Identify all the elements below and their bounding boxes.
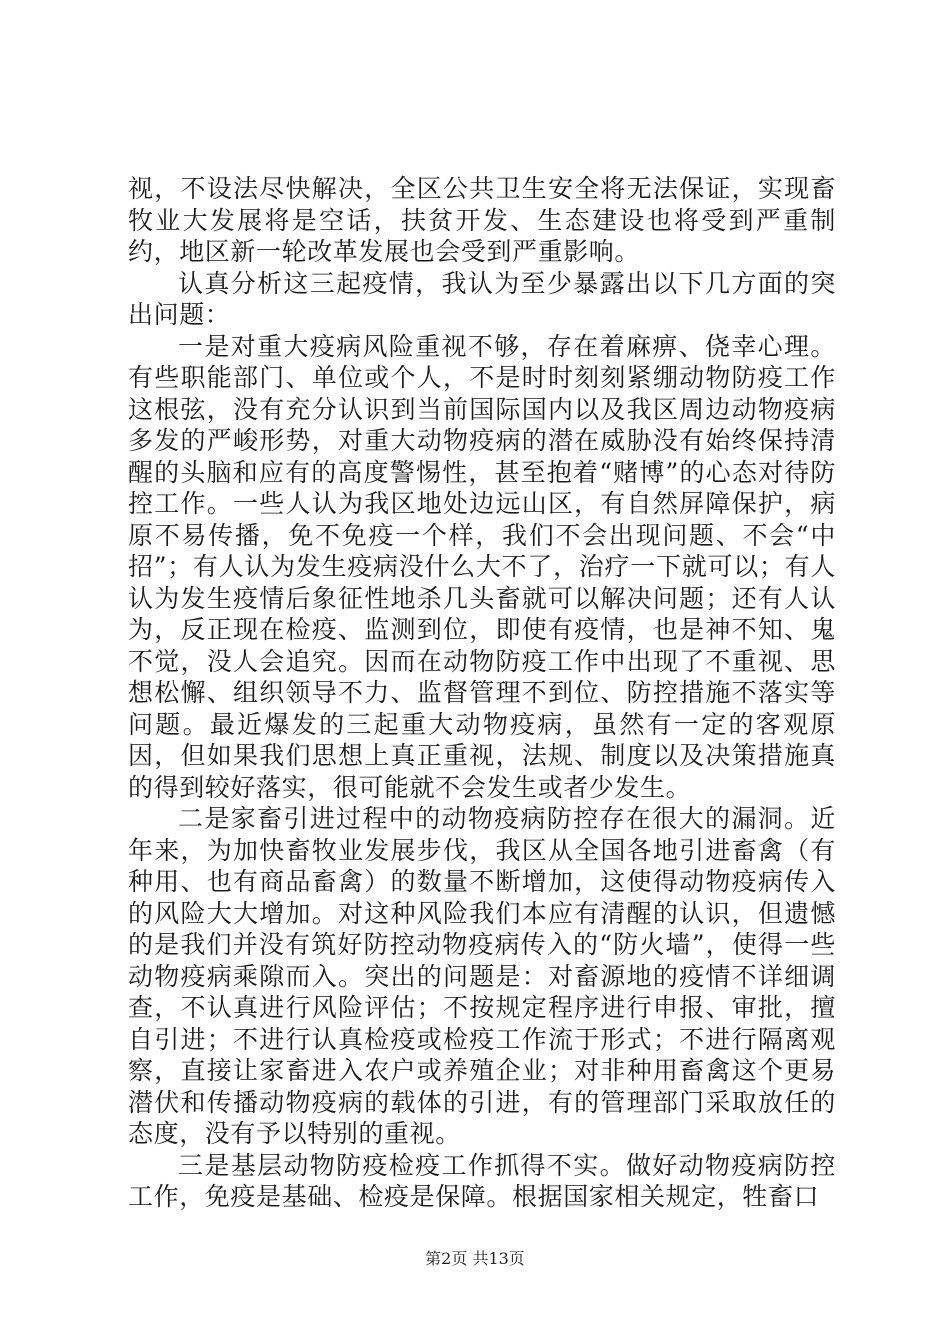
paragraph-3: 一是对重大疫病风险重视不够，存在着麻痹、侥幸心理。有些职能部门、单位或个人，不是时时刻刻紧绷动物防疫工作这根弦，没有充分认识到当前国际国内以及我区周边动物疫病多发的严峻形势，对重大动物疫病的潜在威胁没有始终保持清醒的头脑和应有的高度警惕性，甚至抱着“赌博”的心态对待防控工作。一些人认为我区地处边远山区，有自然屏障保护，病原不易传播，免不免疫一个样，我们不会出现问题、不会“中招”；有人认为发生疫病没什么大不了，治疗一下就可以；有人认为发生疫情后象征性地杀几头畜就可以解决问题；还有人认为，反正现在检疫、监测到位，即使有疫情，也是神不知、鬼不觉，没人会追究。因而在动物防疫工作中出现了不重视、思想松懈、组织领导不力、监督管理不到位、防控措施不落实等问题。最近爆发的三起重大动物疫病，虽然有一定的客观原因，但如果我们思想上真正重视，法规、制度以及决策措施真的得到较好落实，很可能就不会发生或者少发生。 — [128, 331, 836, 802]
paragraph-5: 三是基层动物防疫检疫工作抓得不实。做好动物疫病防控工作，免疫是基础、检疫是保障。根据国家相关规定，牲畜口 — [128, 1150, 836, 1211]
paragraph-4: 二是家畜引进过程中的动物疫病防控存在很大的漏洞。近年来，为加快畜牧业发展步伐，我区从全国各地引进畜禽（有种用、也有商品畜禽）的数量不断增加，这使得动物疫病传入的风险大大增加。对这种风险我们本应有清醒的认识，但遗憾的是我们并没有筑好防控动物疫病传入的“防火墙”，使得一些动物疫病乘隙而入。突出的问题是：对畜源地的疫情不详细调查，不认真进行风险评估；不按规定程序进行申报、审批，擅自引进；不进行认真检疫或检疫工作流于形式；不进行隔离观察，直接让家畜进入农户或养殖企业；对非种用畜禽这个更易潜伏和传播动物疫病的载体的引进，有的管理部门采取放任的态度，没有予以特别的重视。 — [128, 804, 836, 1148]
paragraph-1: 视，不设法尽快解决，全区公共卫生安全将无法保证，实现畜牧业大发展将是空话，扶贫开发、生态建设也将受到严重制约，地区新一轮改革发展也会受到严重影响。 — [128, 174, 836, 266]
document-body — [128, 173, 836, 1213]
page-number-footer: 第2页 共13页 — [425, 1249, 525, 1268]
paragraph-2: 认真分析这三起疫情，我认为至少暴露出以下几方面的突出问题： — [128, 268, 836, 329]
